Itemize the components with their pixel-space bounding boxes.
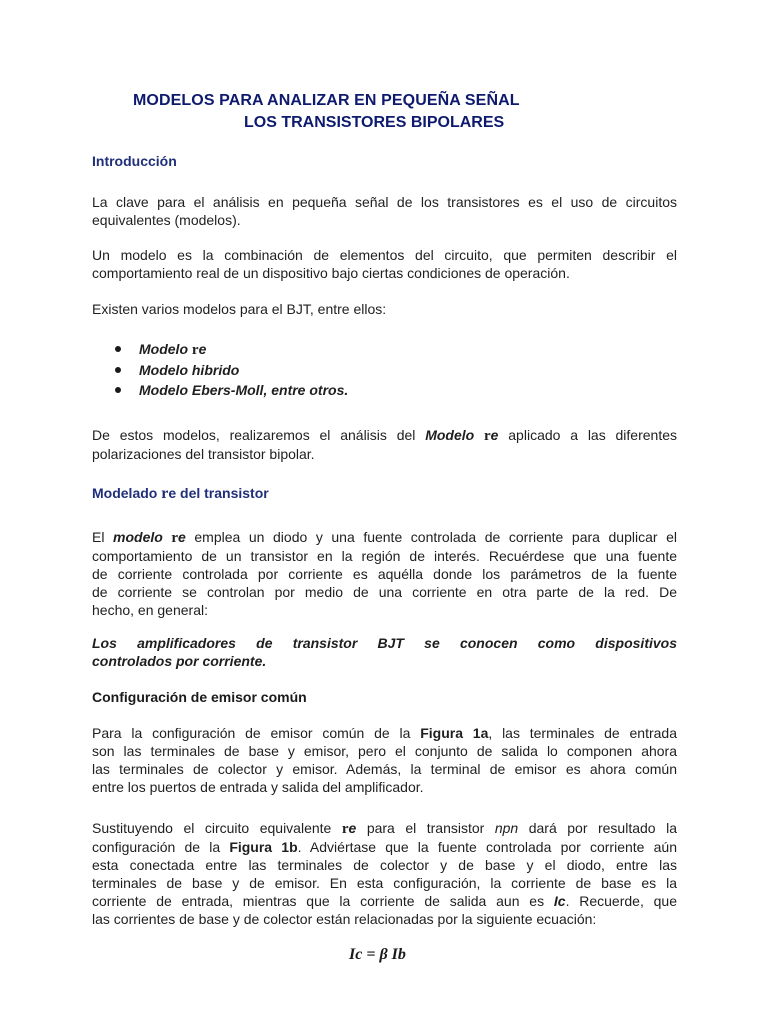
- emisor-p2-line-1: [92, 819, 677, 838]
- bullet-text: Modelo: [139, 341, 192, 357]
- document-title-line-1: MODELOS PARA ANALIZAR EN PEQUEÑA SEÑAL: [133, 92, 520, 109]
- emisor-p2-line-5: [92, 892, 677, 910]
- intro-paragraph-2: [92, 246, 677, 282]
- text-run: De estos modelos, realizaremos el análisis del: [92, 427, 426, 443]
- emphasis-line-1: Los amplificadores de transistor BJT se conocen como dispositivos: [92, 635, 677, 651]
- text-run: Sustituyendo el circuito equivalente: [92, 820, 342, 836]
- intro-p3-line: Existen varios modelos para el BJT, entre ellos:: [92, 301, 387, 317]
- text-run: , las terminales de entrada: [488, 725, 677, 741]
- document-title-line-2: LOS TRANSISTORES BIPOLARES: [244, 114, 505, 131]
- intro-paragraph-1: [92, 193, 677, 229]
- bullet-dot: [115, 387, 121, 393]
- emisor-p1-line-2: son las terminales de base y emisor, pero el conjunto de salida lo componen ahora: [92, 743, 677, 759]
- text-run: configuración de la: [92, 839, 230, 855]
- text-run: . Recuerde, que: [565, 893, 677, 909]
- intro-p2-line-2: comportamiento real de un dispositivo bajo ciertas condiciones de operación.: [92, 265, 570, 281]
- emisor-p1-line-3: las terminales de colector y emisor. Además, la terminal de emisor es ahora común: [92, 761, 677, 777]
- re-symbol: r: [171, 530, 179, 546]
- models-bullet-list: [113, 339, 348, 400]
- emisor-paragraph-1: [92, 724, 677, 796]
- re-subscript: e: [178, 529, 186, 545]
- figure-reference: Figura 1b: [229, 839, 298, 855]
- modelado-paragraph-1: [92, 528, 677, 619]
- text-run: emplea un diodo y una fuente controlada de corriente para duplicar el: [185, 529, 677, 545]
- text-run: Para la configuración de emisor común de la: [92, 725, 421, 741]
- heading-text-suffix: e del transistor: [168, 485, 269, 501]
- intro-paragraph-4: [92, 426, 677, 463]
- emisor-p2-line-2: [92, 838, 677, 856]
- intro-paragraph-3: [92, 300, 677, 318]
- re-subscript: e: [348, 820, 357, 836]
- re-symbol: r: [341, 821, 349, 837]
- re-symbol: r: [191, 342, 199, 358]
- emphasis-line-2: controlados por corriente.: [92, 653, 267, 669]
- figure-reference: Figura 1a: [420, 725, 489, 741]
- text-run: . Adviértase que la fuente controlada por corriente aún: [297, 839, 677, 855]
- bullet-item-modelo-re: [113, 339, 348, 360]
- re-subscript: e: [490, 427, 499, 443]
- re-symbol: r: [161, 485, 169, 502]
- bullet-text: Modelo Ebers-Moll, entre otros.: [139, 382, 349, 398]
- bullet-dot: [115, 367, 121, 373]
- bullet-text-suffix: e: [198, 341, 207, 357]
- intro-p4-line-2: polarizaciones del transistor bipolar.: [92, 446, 315, 462]
- modelado-p1-line-3: de corriente controlada por corriente es aquélla donde los parámetros de la fuente: [92, 566, 677, 582]
- text-run: para el transistor: [356, 820, 495, 836]
- heading-text: Modelado: [92, 485, 162, 501]
- modelado-p1-line-2: comportamiento de un transistor en la región de interés. Recuérdese que una fuente: [92, 548, 677, 564]
- emisor-p2-line-4: terminales de base y de emisor. En esta configuración, la corriente de base es la: [92, 875, 677, 891]
- emisor-p1-line-4: entre los puertos de entrada y salida del amplificador.: [92, 779, 424, 795]
- text-run: aplicado a las diferentes: [498, 427, 677, 443]
- emisor-p1-line-1: [92, 724, 677, 742]
- intro-p4-line-1: [92, 426, 677, 445]
- intro-p1-line-2: equivalentes (modelos).: [92, 212, 241, 228]
- modelo-emphasis: Modelo: [425, 427, 484, 443]
- emisor-p2-line-3: esta conectada entre las terminales de colector y de base y el diodo, entre las: [92, 857, 677, 873]
- intro-p2-line-1: Un modelo es la combinación de elementos del circuito, que permiten describir el: [92, 247, 677, 263]
- modelo-emphasis: modelo: [113, 529, 172, 545]
- section-heading-introduccion: Introducción: [92, 153, 177, 169]
- bullet-text: Modelo hibrido: [139, 362, 240, 378]
- bullet-dot: [115, 346, 121, 352]
- text-run: corriente de entrada, mientras que la corriente de salida aun es: [92, 893, 554, 909]
- modelado-emphasis-paragraph: [92, 634, 677, 670]
- section-heading-emisor-comun: Configuración de emisor común: [92, 689, 307, 705]
- npn-term: npn: [494, 820, 519, 836]
- intro-p1-line-1: La clave para el análisis en pequeña señal de los transistores es el uso de circuitos: [92, 194, 677, 210]
- ic-term: Ic: [553, 893, 566, 909]
- text-run: El: [92, 529, 114, 545]
- re-symbol: r: [484, 428, 491, 444]
- text-run: dará por resultado la: [518, 820, 677, 836]
- modelado-p1-line-4: de corriente se controlan por medio de una corriente en otra parte de la red. De: [92, 584, 677, 600]
- emisor-p2-line-6: las corrientes de base y de colector están relacionadas por la siguiente ecuación:: [92, 911, 597, 927]
- bullet-item-modelo-ebers-moll: [113, 380, 348, 400]
- current-gain-equation: Ic = β Ib: [349, 946, 406, 963]
- emisor-paragraph-2: [92, 819, 677, 928]
- bullet-item-modelo-hibrido: [113, 360, 348, 380]
- section-heading-modelado-re: [92, 485, 269, 503]
- modelado-p1-line-5: hecho, en general:: [92, 602, 208, 618]
- modelado-p1-line-1: [92, 528, 677, 547]
